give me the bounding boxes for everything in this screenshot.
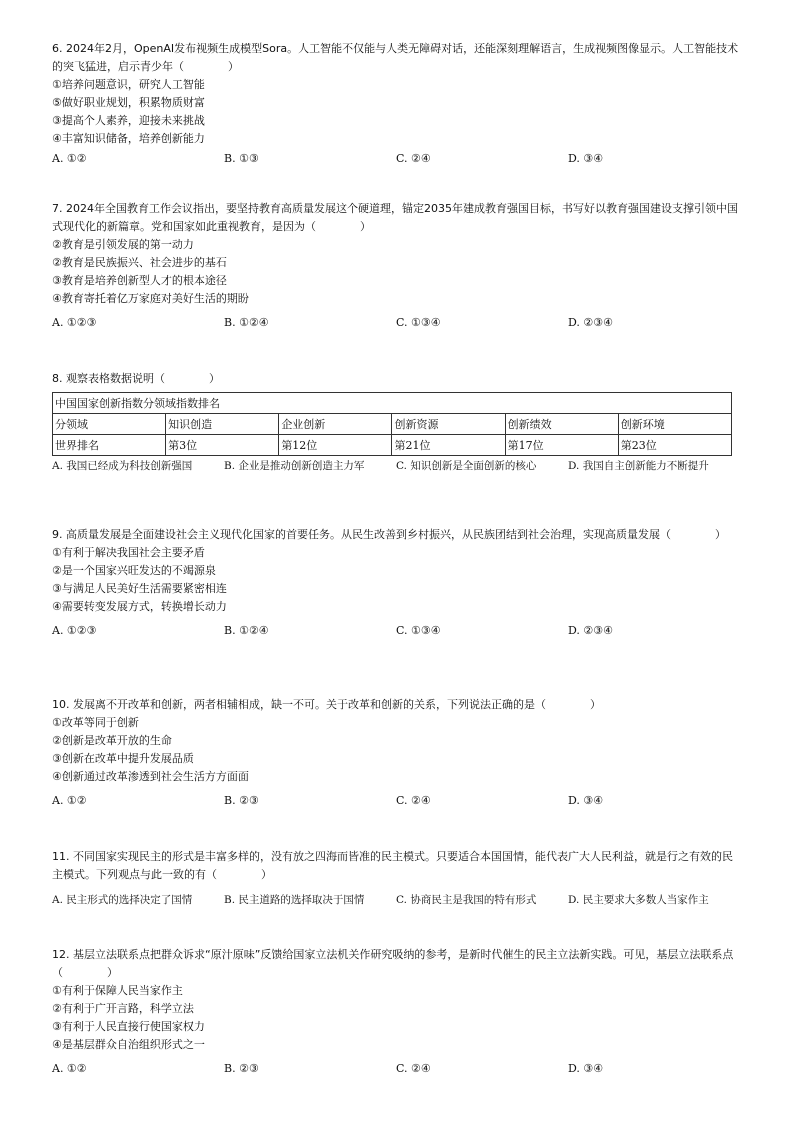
choice-a[interactable]: A. 我国已经成为科技创新强国 xyxy=(52,460,193,472)
choice-c[interactable]: C. ①③④ xyxy=(396,316,441,329)
choice-a[interactable]: A. ①②③ xyxy=(52,316,97,329)
answer-choices xyxy=(52,152,742,170)
question-text: 观察表格数据说明（ ） xyxy=(66,372,220,385)
choice-a[interactable]: A. ①② xyxy=(52,1062,87,1075)
choice-b[interactable]: B. ①③ xyxy=(224,152,259,165)
table-cell: 第21位 xyxy=(392,435,505,456)
table-header-cell: 分领域 xyxy=(53,414,166,435)
table-cell: 第23位 xyxy=(618,435,731,456)
question-stem xyxy=(52,200,742,236)
choice-c[interactable]: C. ②④ xyxy=(396,1062,431,1075)
question-text: 基层立法联系点把群众诉求“原汁原味”反馈给国家立法机关作研究吸纳的参考，是新时代催生的民主立法新实践。可见，基层立法联系点（ ） xyxy=(52,948,734,979)
choice-c[interactable]: C. ①③④ xyxy=(396,624,441,637)
question-number: 11. xyxy=(52,850,70,863)
statement-option: ③提高个人素养，迎接未来挑战 xyxy=(52,114,205,127)
choice-c[interactable]: C. ②④ xyxy=(396,794,431,807)
choice-b[interactable]: B. ①②④ xyxy=(224,316,269,329)
statement-option: ①培养问题意识，研究人工智能 xyxy=(52,78,205,91)
table-header-cell: 创新环境 xyxy=(618,414,731,435)
ranking-table xyxy=(52,392,732,456)
question-number: 12. xyxy=(52,948,70,961)
question-stem xyxy=(52,848,742,884)
table-header-cell: 创新绩效 xyxy=(505,414,618,435)
choice-a[interactable]: A. ①② xyxy=(52,152,87,165)
statement-option: ④创新通过改革渗透到社会生活方方面面 xyxy=(52,770,249,783)
statement-option: ①有利于保障人民当家作主 xyxy=(52,984,183,997)
table-header-row xyxy=(53,414,732,435)
question-number: 9. xyxy=(52,528,63,541)
question-12 xyxy=(52,946,742,1080)
question-text: 不同国家实现民主的形式是丰富多样的，没有放之四海而皆准的民主模式。只要适合本国国情，能代表广大人民利益，就是行之有效的民主模式。下列观点与此一致的有（ ） xyxy=(52,850,733,881)
statement-option: ③与满足人民美好生活需要紧密相连 xyxy=(52,582,227,595)
question-10 xyxy=(52,696,742,812)
statement-option: ②教育是民族振兴、社会进步的基石 xyxy=(52,256,227,269)
table-header-cell: 知识创造 xyxy=(166,414,279,435)
choice-b[interactable]: B. 企业是推动创新创造主力军 xyxy=(224,460,365,472)
table-title-row xyxy=(53,393,732,414)
choice-b[interactable]: B. 民主道路的选择取决于国情 xyxy=(224,894,365,906)
choice-d[interactable]: D. 我国自主创新能力不断提升 xyxy=(568,460,709,472)
question-text: 发展离不开改革和创新，两者相辅相成，缺一不可。关于改革和创新的关系，下列说法正确的是（ ） xyxy=(73,698,601,711)
statement-option: ⑤做好职业规划，积累物质财富 xyxy=(52,96,205,109)
question-number: 8. xyxy=(52,372,63,385)
statement-option: ③创新在改革中提升发展品质 xyxy=(52,752,194,765)
question-number: 6. xyxy=(52,42,63,55)
answer-choices xyxy=(52,624,742,642)
table-cell: 第17位 xyxy=(505,435,618,456)
question-text: 高质量发展是全面建设社会主义现代化国家的首要任务。从民生改善到乡村振兴，从民族团结到社会治理，实现高质量发展（ ） xyxy=(66,528,726,541)
question-stem xyxy=(52,696,742,714)
table-cell: 第12位 xyxy=(279,435,392,456)
statement-option: ④教育寄托着亿万家庭对美好生活的期盼 xyxy=(52,292,249,305)
question-7 xyxy=(52,200,742,334)
answer-choices xyxy=(52,794,742,812)
question-8 xyxy=(52,370,742,476)
statement-option: ①有利于解决我国社会主要矛盾 xyxy=(52,546,205,559)
question-11 xyxy=(52,848,742,910)
answer-choices xyxy=(52,316,742,334)
table-cell: 世界排名 xyxy=(53,435,166,456)
choice-a[interactable]: A. ①② xyxy=(52,794,87,807)
answer-choices xyxy=(52,892,742,910)
statement-option: ②创新是改革开放的生命 xyxy=(52,734,172,747)
choice-b[interactable]: B. ②③ xyxy=(224,794,259,807)
answer-choices xyxy=(52,1062,742,1080)
answer-choices xyxy=(52,458,742,476)
choice-c[interactable]: C. ②④ xyxy=(396,152,431,165)
choice-b[interactable]: B. ②③ xyxy=(224,1062,259,1075)
statement-option: ④是基层群众自治组织形式之一 xyxy=(52,1038,205,1051)
choice-a[interactable]: A. ①②③ xyxy=(52,624,97,637)
statement-option: ②是一个国家兴旺发达的不竭源泉 xyxy=(52,564,216,577)
statement-option: ③教育是培养创新型人才的根本途径 xyxy=(52,274,227,287)
question-6 xyxy=(52,40,742,170)
question-9 xyxy=(52,526,742,642)
table-cell: 第3位 xyxy=(166,435,279,456)
choice-c[interactable]: C. 知识创新是全面创新的核心 xyxy=(396,460,537,472)
statement-option: ②有利于广开言路，科学立法 xyxy=(52,1002,194,1015)
question-number: 7. xyxy=(52,202,63,215)
question-text: 2024年2月，OpenAI发布视频生成模型Sora。人工智能不仅能与人类无障碍对话，还能深刻理解语言，生成视频图像显示。人工智能技术的突飞猛进，启示青少年（ ） xyxy=(52,42,739,73)
statement-option: ④需要转变发展方式，转换增长动力 xyxy=(52,600,227,613)
table-row xyxy=(53,435,732,456)
choice-d[interactable]: D. ③④ xyxy=(568,152,604,165)
statement-option: ②教育是引领发展的第一动力 xyxy=(52,238,194,251)
question-number: 10. xyxy=(52,698,70,711)
question-stem xyxy=(52,526,742,544)
question-text: 2024年全国教育工作会议指出，要坚持教育高质量发展这个硬道理，锚定2035年建成教育强国目标，书写好以教育强国建设支撑引领中国式现代化的新篇章。党和国家如此重视教育，是因为（ ） xyxy=(52,202,738,233)
choice-d[interactable]: D. ③④ xyxy=(568,1062,604,1075)
choice-d[interactable]: D. ②③④ xyxy=(568,624,614,637)
choice-a[interactable]: A. 民主形式的选择决定了国情 xyxy=(52,894,193,906)
table-header-cell: 企业创新 xyxy=(279,414,392,435)
table-header-cell: 创新资源 xyxy=(392,414,505,435)
question-stem xyxy=(52,946,742,982)
question-stem xyxy=(52,40,742,76)
choice-d[interactable]: D. ②③④ xyxy=(568,316,614,329)
choice-d[interactable]: D. 民主要求大多数人当家作主 xyxy=(568,894,709,906)
choice-b[interactable]: B. ①②④ xyxy=(224,624,269,637)
choice-c[interactable]: C. 协商民主是我国的特有形式 xyxy=(396,894,537,906)
table-title: 中国国家创新指数分领域指数排名 xyxy=(53,393,732,414)
statement-option: ④丰富知识储备，培养创新能力 xyxy=(52,132,205,145)
choice-d[interactable]: D. ③④ xyxy=(568,794,604,807)
question-stem xyxy=(52,370,742,388)
statement-option: ①改革等同于创新 xyxy=(52,716,139,729)
statement-option: ③有利于人民直接行使国家权力 xyxy=(52,1020,205,1033)
